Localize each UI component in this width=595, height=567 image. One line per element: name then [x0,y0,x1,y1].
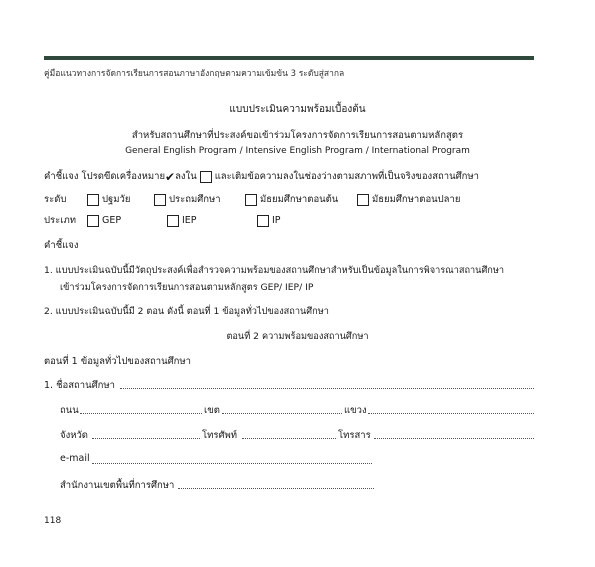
part-1-heading: ตอนที่ 1 ข้อมูลทั่วไปของสถานศึกษา [44,356,191,367]
instruction-text-3: และเติมข้อความลงในช่องว่างตามสภาพที่เป็นจริงของสถานศึกษา [214,171,479,182]
level-option-primary[interactable]: ประถมศึกษา [151,192,242,207]
checkbox[interactable] [167,215,179,227]
school-name-label: 1. ชื่อสถานศึกษา [44,380,115,391]
note-item-1-line-1: 1. แบบประเมินฉบับนี้มีวัตถุประสงค์เพื่อสำรวจความพร้อมของสถานศึกษาสำหรับเป็นข้อมูลในการพิจารณาสถานศึกษา [44,265,505,276]
header-rule [44,56,534,60]
road-field[interactable] [80,413,202,414]
form-title: แบบประเมินความพร้อมเบื้องต้น [229,104,366,115]
form-subtitle-thai: สำหรับสถานศึกษาที่ประสงค์ขอเข้าร่วมโครงการจัดการเรียนการสอนตามหลักสูตร [131,130,464,141]
district-field[interactable] [222,413,342,414]
instruction-text-1: คำชี้แจง โปรดขีดเครื่องหมาย [44,171,166,182]
notes-heading: คำชี้แจง [44,240,79,251]
instruction-text-2: ลงใน [175,171,197,182]
type-option-ip[interactable]: IP [254,215,281,227]
part-2-title: ตอนที่ 2 ความพร้อมของสถานศึกษา [226,331,369,342]
page-number: 118 [44,516,62,526]
road-label: ถนน [60,405,79,416]
type-option-iep[interactable]: IEP [164,215,254,227]
fax-label: โทรสาร [338,430,371,441]
checkbox[interactable] [87,194,99,206]
email-field[interactable] [92,463,372,464]
checkbox[interactable] [257,215,269,227]
subdistrict-label: แขวง [344,405,367,416]
phone-field[interactable] [242,438,336,439]
note-item-2: 2. แบบประเมินฉบับนี้มี 2 ตอน ดังนี้ ตอนที่ 1 ข้อมูลทั่วไปของสถานศึกษา [44,306,329,317]
running-header: คู่มือแนวทางการจัดการเรียนการสอนภาษาอังกฤษตามความเข้มข้น 3 ระดับสู่สากล [44,69,345,79]
level-option-early[interactable]: ปฐมวัย [84,192,151,207]
level-option-lower-secondary[interactable]: มัธยมศึกษาตอนต้น [242,192,354,207]
type-label: ประเภท [44,215,77,226]
type-option-gep[interactable]: GEP [84,215,164,227]
phone-label: โทรศัพท์ [202,430,238,441]
province-field[interactable] [92,438,200,439]
subdistrict-field[interactable] [368,413,534,414]
level-option-upper-secondary[interactable]: มัธยมศึกษาตอนปลาย [354,192,460,207]
instruction-line [44,169,479,184]
education-office-label: สำนักงานเขตพื้นที่การศึกษา [60,480,175,491]
school-name-field[interactable] [120,388,534,389]
type-row [44,213,281,228]
district-label: เขต [204,405,220,416]
level-row [44,192,460,207]
note-item-1-line-2: เข้าร่วมโครงการจัดการเรียนการสอนตามหลักสูตร GEP/ IEP/ IP [60,282,314,293]
education-office-field[interactable] [178,488,374,489]
fax-field[interactable] [374,438,534,439]
checkbox[interactable] [87,215,99,227]
province-label: จังหวัด [60,430,88,441]
level-label: ระดับ [44,194,67,205]
check-mark-icon: ✔ [165,169,176,184]
sample-checkbox [200,171,212,183]
checkbox[interactable] [357,194,369,206]
email-label: e-mail [60,453,90,464]
form-subtitle-english: General English Program / Intensive English Program / International Program [125,146,470,156]
checkbox[interactable] [245,194,257,206]
checkbox[interactable] [154,194,166,206]
